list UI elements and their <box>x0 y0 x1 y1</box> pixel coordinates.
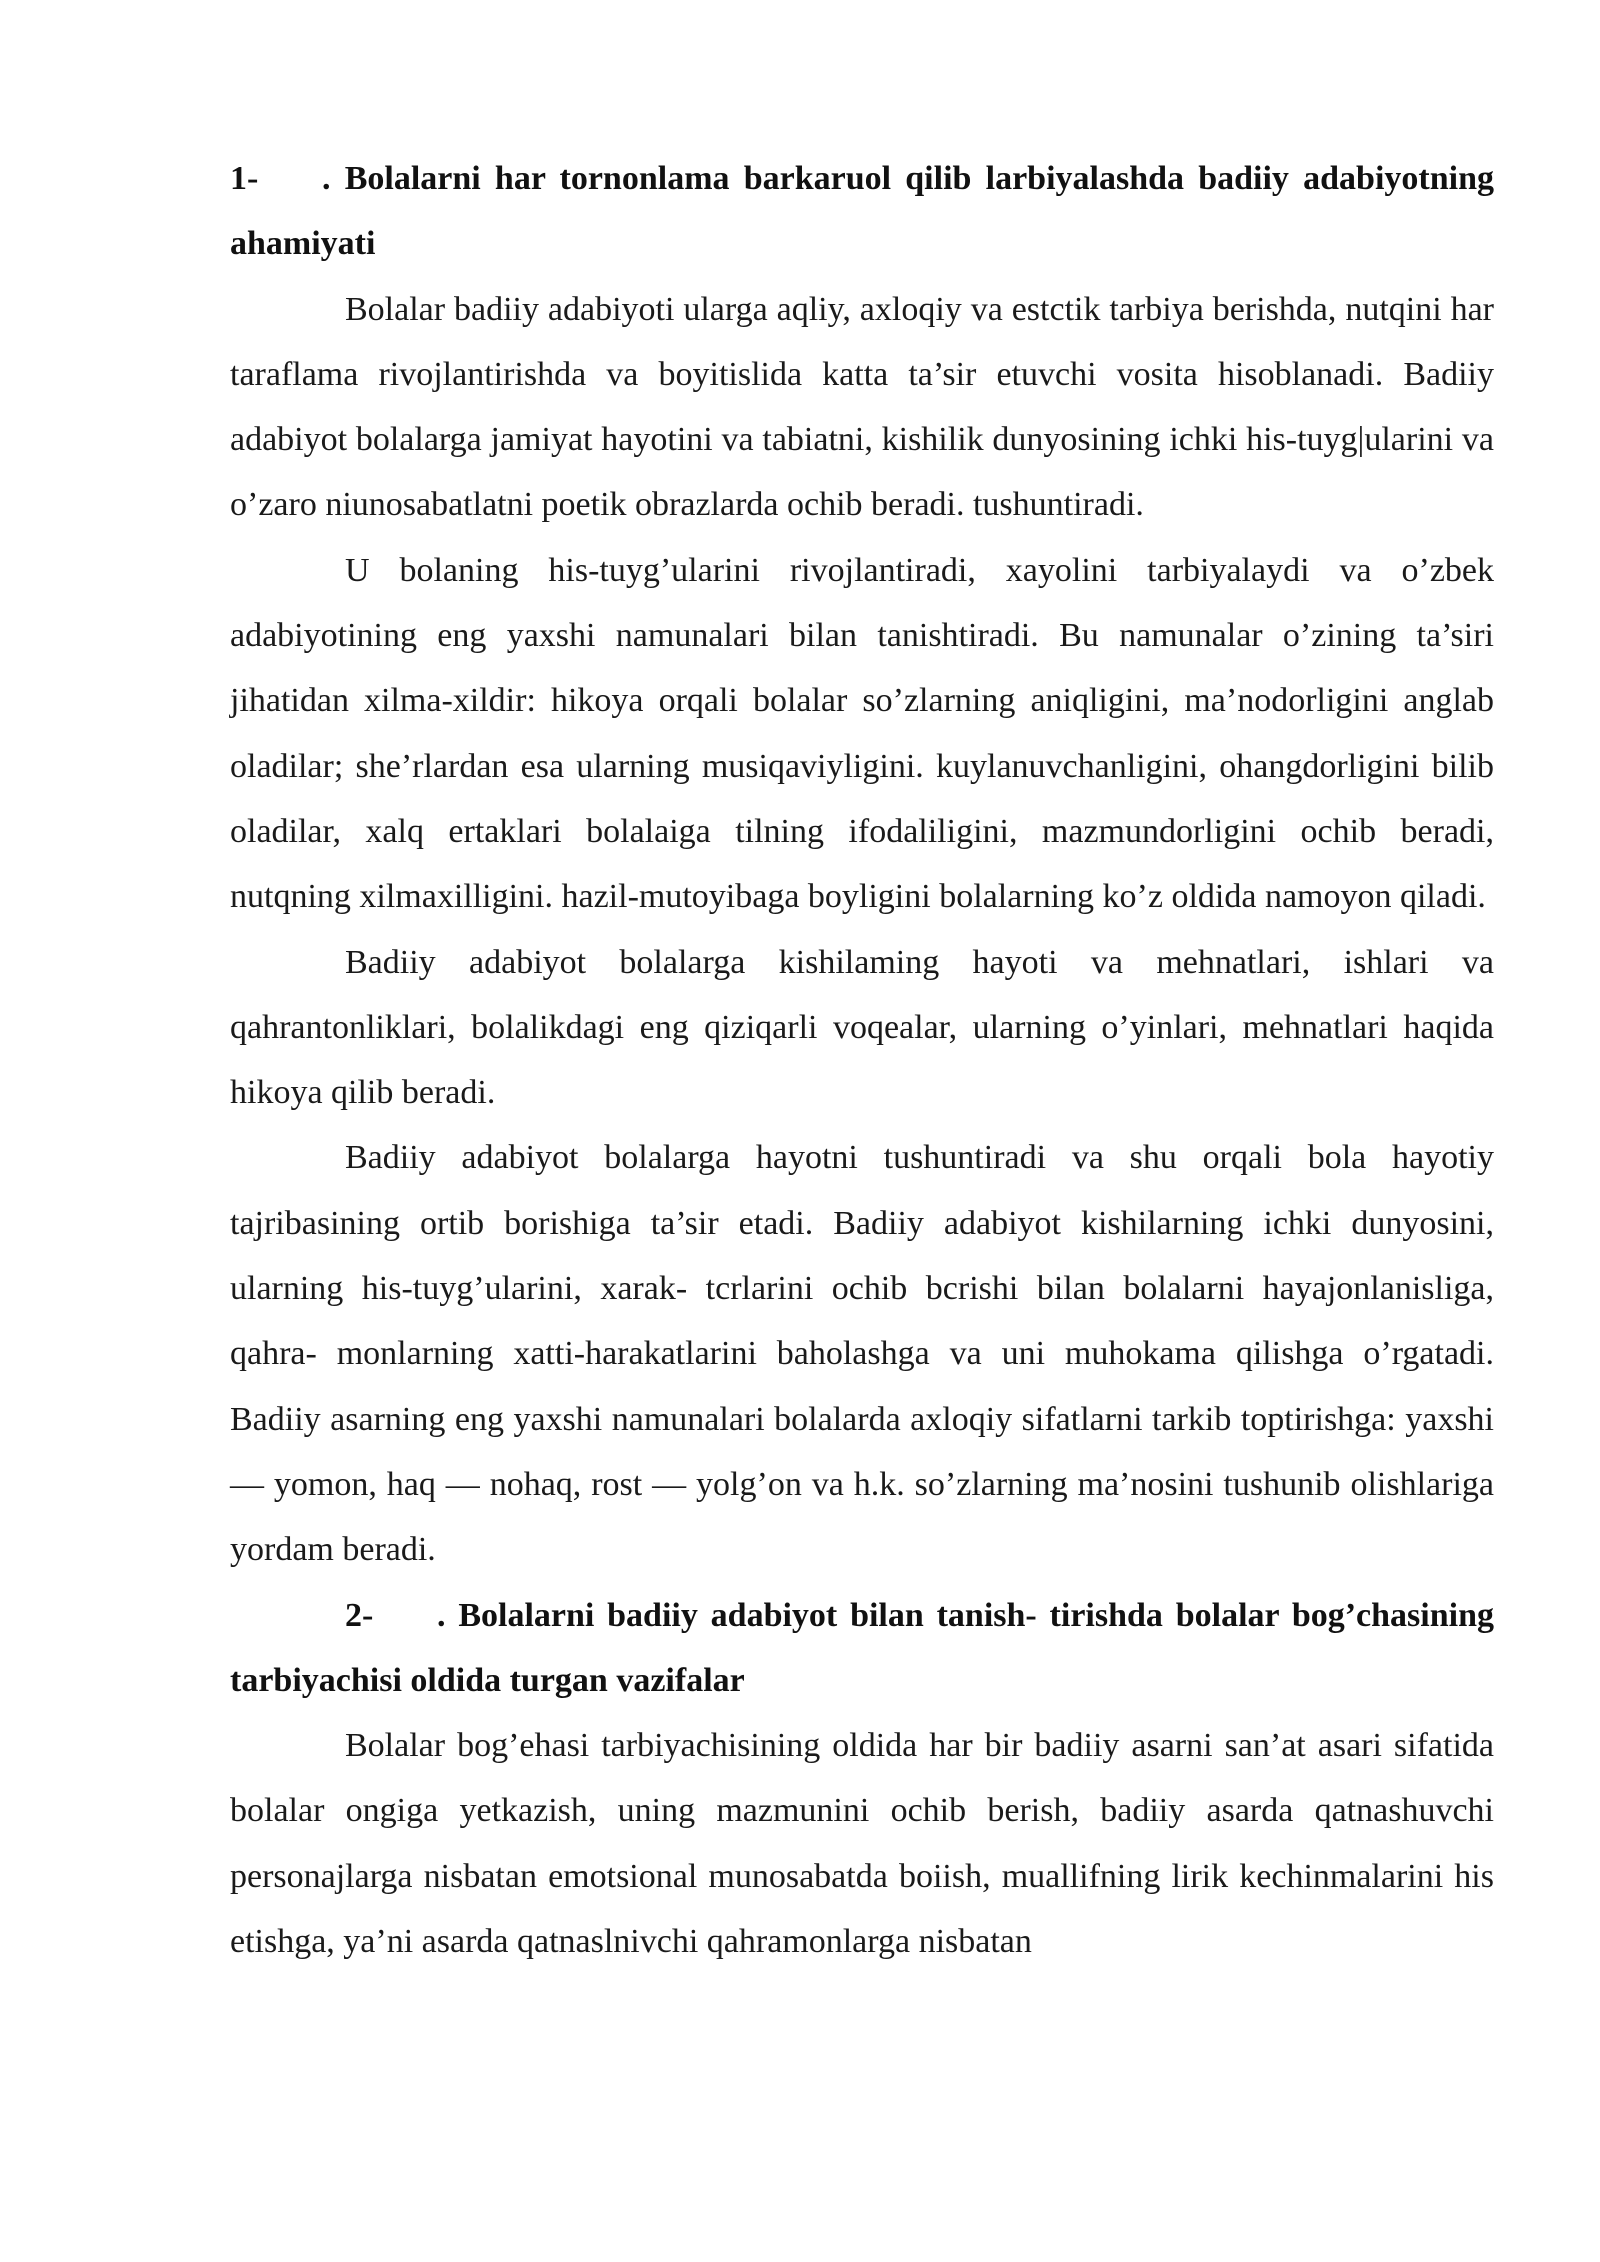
paragraph-2: U bolaning his-tuyg’ularini rivojlantiradi, xayolini tarbiyalaydi va o’zbek adabiyotining eng yaxshi namunalari bilan tanishtiradi. Bu namunalar o’zining ta’siri jihatidan xilma-xildir: hikoya orqali bolalar so’zlarning aniqligini, ma’nodorligini anglab oladilar; she’rlardan esa ularning musiqaviyligini. kuylanuvchanligini, ohangdorligini bilib oladilar, xalq ertaklari bolalaiga tilning ifodaliligini, mazmundorligini ochib beradi, nutqning xilmaxilligini. hazil-mutoyibaga boyligini bolalarning ko’z oldida namoyon qiladi. <box>230 551 1494 916</box>
paragraph-1: Bolalar badiiy adabiyoti ularga aqliy, axloqiy va estctik tarbiya berishda, nutqini har taraflama rivojlantirishda va boyitislida katta ta’sir etuvchi vosita hisoblanadi. Badiiy adabiyot bolalarga jamiyat hayotini va tabiatni, kishilik dunyosining ichki his-tuyg|ularini va o’zaro niunosabatlatni poetik obrazlarda ochib beradi. tushuntiradi. <box>230 290 1494 524</box>
paragraph-4: Badiiy adabiyot bolalarga hayotni tushuntiradi va shu orqali bola hayotiy tajribasining ortib borishiga ta’sir etadi. Badiiy adabiyot kishilarning ichki dunyosini, ularning his-tuyg’ularini, xarak- tcrlarini ochib bcrishi bilan bolalarni hayajonlanisliga, qahra- monlarning xatti-harakatlarini baholashga va uni muhokama qilishga o’rgatadi. Badiiy asarning eng yaxshi namunalari bolalarda axloqiy sifatlarni tarkib toptirishga: yaxshi — yomon, haq — nohaq, rost — yolg’on va h.k. so’zlarning ma’nosini tushunib olishlariga yordam beradi. <box>230 1139 1494 1569</box>
paragraph-5: Bolalar bog’ehasi tarbiyachisining oldida har bir badiiy asarni san’at asari sifatida bolalar ongiga yetkazish, uning mazmunini ochib berish, badiiy asarda qatnashuvchi personajlarga nisbatan emotsional munosabatda boiish, muallifning lirik kechinmalarini his etishga, ya’ni asarda qatnaslnivchi qahramonlarga nisbatan <box>230 1727 1494 1961</box>
section-heading-1 <box>230 146 1494 277</box>
section-title-1: . Bolalarni har tornonlama barkaruol qilib larbiyalashda badiiy adabiyotning ahamiyati <box>230 160 1494 263</box>
section-number-1: 1- <box>230 160 259 197</box>
document-body <box>230 146 1494 1974</box>
section-heading-2 <box>230 1583 1494 1714</box>
section-title-2: . Bolalarni badiiy adabiyot bilan tanish- tirishda bolalar bog’chasining tarbiyachisi oldida turgan vazifalar <box>230 1596 1494 1699</box>
paragraph-3: Badiiy adabiyot bolalarga kishilaming hayoti va mehnatlari, ishlari va qahrantonliklari, bolalikdagi eng qiziqarli voqealar, ularning o’yinlari, mehnatlari haqida hikoya qilib beradi. <box>230 943 1494 1112</box>
section-number-2: 2- <box>345 1596 374 1634</box>
